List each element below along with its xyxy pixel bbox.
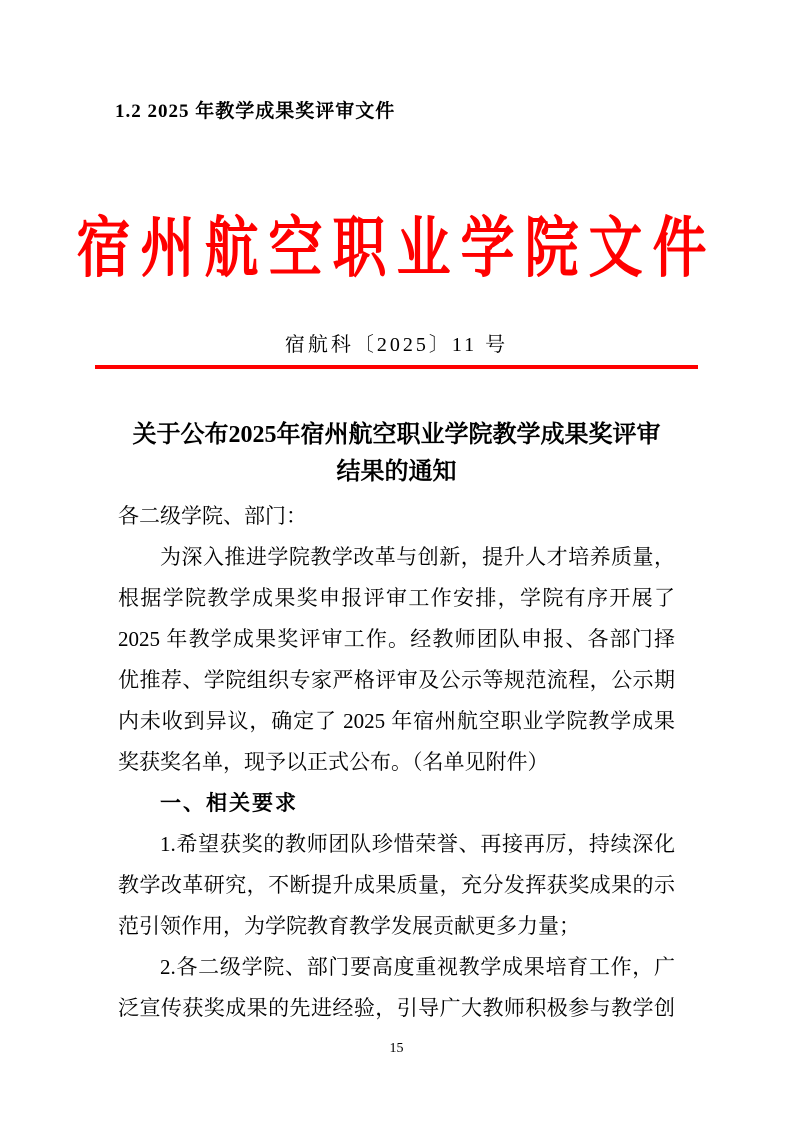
notice-title-line2: 结果的通知: [336, 459, 457, 485]
red-separator-line: [95, 365, 698, 369]
body-line: 1.希望获奖的教师团队珍惜荣誉、再接再厉，持续深化: [160, 832, 675, 856]
page-number: 15: [389, 1041, 404, 1056]
body-line: 优推荐、学院组织专家严格评审及公示等规范流程，公示期: [118, 668, 675, 692]
body-line: 为深入推进学院教学改革与创新，提升人才培养质量，: [160, 545, 675, 569]
notice-title-line1: 关于公布2025年宿州航空职业学院教学成果奖评审: [132, 422, 661, 448]
body-line: 内未收到异议，确定了 2025 年宿州航空职业学院教学成果: [118, 709, 675, 733]
body-line: 奖获奖名单，现予以正式公布。（名单见附件）: [118, 750, 549, 774]
notice-body: [118, 496, 675, 1029]
body-line: 教学改革研究，不断提升成果质量，充分发挥获奖成果的示: [118, 873, 675, 897]
body-line: 范引领作用，为学院教育教学发展贡献更多力量；: [118, 914, 580, 938]
section-heading: 1.2 2025 年教学成果奖评审文件: [115, 101, 396, 122]
notice-title: [0, 417, 793, 491]
document-number: 宿航科〔2025〕11 号: [284, 334, 509, 356]
body-line: 2.各二级学院、部门要高度重视教学成果培育工作，广: [160, 955, 675, 979]
body-line-salutation: 各二级学院、部门：: [118, 504, 307, 528]
body-section-heading: 一、相关要求: [160, 792, 298, 815]
body-line: 根据学院教学成果奖申报评审工作安排，学院有序开展了: [118, 586, 675, 610]
letterhead-title: 宿州航空职业学院文件: [76, 211, 717, 286]
body-line: 2025 年教学成果奖评审工作。经教师团队申报、各部门择: [118, 627, 675, 651]
body-line: 泛宣传获奖成果的先进经验，引导广大教师积极参与教学创: [118, 996, 675, 1020]
